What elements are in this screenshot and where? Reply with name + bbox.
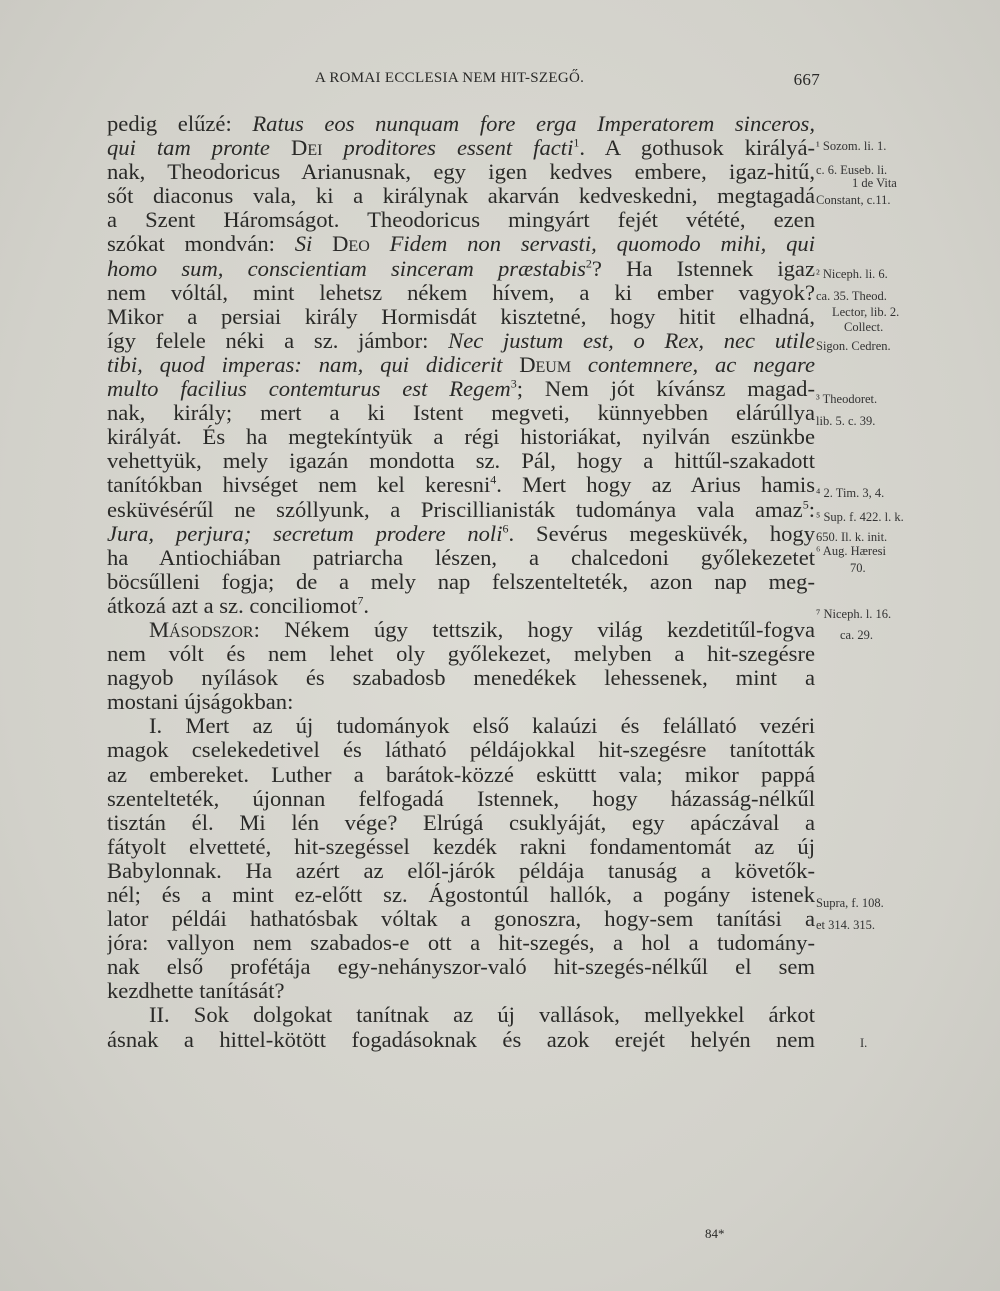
text-line — [107, 666, 815, 690]
margin-note: Supra, f. 108. — [816, 895, 884, 910]
text-run: Nec justum est, o Rex, nec utile — [448, 328, 815, 353]
margin-note: ca. 29. — [840, 628, 873, 643]
margin-note: Sigon. Cedren. — [816, 339, 891, 354]
text-line — [107, 401, 815, 425]
text-run: Fidem non servasti, quomodo mihi, qui — [369, 232, 815, 257]
text-run: királyát. És ha megtekíntyük a régi historiákat, nyilván eszünkbe — [107, 425, 815, 450]
text-run: ásnak a hittel-kötött fogadásoknak és azok erejét helyén nem — [107, 1027, 815, 1052]
footnote-ref: 7 — [357, 593, 364, 608]
text-run: lator példái hathatósbak vóltak a gonoszra, hogy-sem tanítási a — [107, 907, 815, 932]
text-line — [107, 955, 815, 979]
text-line — [107, 329, 815, 353]
text-line — [107, 257, 815, 281]
text-line — [107, 690, 815, 714]
text-run: tisztán él. Mi lén vége? Elrúgá csuklyáját, egy apáczával a — [107, 810, 815, 835]
text-run: Deum — [519, 352, 572, 377]
margin-note: 650. Il. k. init. — [816, 529, 888, 544]
text-run: Mikor a persiai király Hormisdát kisztetné, hogy hitit elhadná, — [107, 304, 815, 329]
footnote-ref: 2 — [585, 256, 592, 271]
text-run: Ratus eos nunquam fore erga Imperatorem sinceros, — [252, 112, 815, 136]
text-line — [107, 979, 815, 1003]
running-title: A ROMAI ECCLESIA NEM HIT-SZEGŐ. — [315, 70, 585, 86]
margin-note: ⁷ Niceph. l. 16. — [816, 606, 892, 621]
text-line — [107, 907, 815, 931]
footnote-ref: 5 — [802, 497, 809, 511]
text-run: szókat mondván: — [107, 232, 295, 257]
text-line — [107, 184, 815, 208]
text-line — [107, 859, 815, 883]
margin-note: Collect. — [844, 319, 884, 334]
text-run: fátyolt elvetteté, hit-szegéssel kezdék rakni fondamentomát az új — [107, 834, 815, 859]
text-line — [107, 112, 815, 136]
text-line — [107, 353, 815, 377]
text-line — [107, 1028, 815, 1052]
page-number: 667 — [793, 70, 820, 89]
margin-note: ³ Theodoret. — [816, 392, 878, 407]
text-line — [107, 787, 815, 811]
text-run: : — [808, 497, 815, 522]
margin-note: Constant, c.11. — [816, 193, 891, 208]
text-run: nagyob nyílások és szabadosb menedékek lehessenek, mint a — [107, 666, 815, 691]
margin-note: 70. — [850, 560, 866, 575]
text-line — [107, 473, 815, 497]
text-run: sőt diaconus vala, ki a királynak akarván kedveskedni, megtagadá — [107, 184, 815, 209]
text-line — [107, 642, 815, 666]
text-run: homo sum, conscientiam sinceram præstabis — [107, 256, 586, 281]
text-run: nem vólt és nem lehet oly győlekezet, melyben a hit-szegésre — [107, 642, 815, 667]
text-run: nak első profétája egy-nehányszor-való hit-szegés-nélkűl el sem — [107, 955, 815, 980]
footnote-ref: 6 — [502, 521, 509, 536]
text-run: proditores essent facti — [322, 136, 574, 161]
text-run: ; Nem jót kívánsz magad- — [516, 377, 815, 402]
margin-note: ⁴ 2. Tim. 3, 4. — [816, 486, 885, 501]
text-line — [107, 763, 815, 787]
text-line — [107, 570, 815, 594]
text-run: Dei — [291, 136, 323, 161]
text-run: ha Antiochiában patriarcha lészen, a chalcedoni győlekezetet — [107, 545, 815, 570]
text-run: esküvésérűl ne szóllyunk, a Priscillianisták tudománya vala amaz — [107, 497, 803, 522]
text-run: multo facilius contemturus est Regem — [107, 377, 511, 402]
text-run: . Mert hogy az Arius hamis — [496, 473, 815, 498]
margin-note: c. 6. Euseb. li. — [816, 163, 888, 178]
text-line — [107, 449, 815, 473]
margin-note: Lector, lib. 2. — [832, 305, 900, 320]
text-run: . — [363, 593, 369, 618]
text-line — [107, 232, 815, 256]
text-line — [107, 931, 815, 955]
text-line — [107, 835, 815, 859]
text-run: qui tam pronte — [107, 136, 291, 161]
text-line — [107, 883, 815, 907]
text-run: a Szent Háromságot. Theodoricus mingyárt fejét vétété, ezen — [107, 208, 815, 233]
text-run: jóra: vallyon nem szabados-e ott a hit-szegés, a hol a tudomány- — [107, 931, 815, 956]
text-run: Si — [294, 232, 333, 257]
text-run: böcsűlleni fogja; de a mely nap felszentelteték, azon nap meg- — [107, 569, 815, 594]
text-run: nak, Theodoricus Arianusnak, egy igen kedves embere, igaz-hitű, — [107, 160, 815, 185]
text-line — [107, 618, 815, 642]
text-line — [107, 522, 815, 546]
text-run: . Sevérus megesküvék, hogy — [508, 521, 815, 546]
text-run: kezdhette tanítását? — [107, 979, 285, 1004]
margin-note: ⁵ Sup. f. 422. l. k. — [816, 510, 904, 525]
text-run: így felele néki a sz. jámbor: — [107, 328, 449, 353]
footnote-ref: 1 — [573, 136, 580, 150]
text-run: II. Sok dolgokat tanítnak az új vallások, mellyekkel árkot — [149, 1003, 815, 1028]
text-run: tanítókban hivséget nem kel keresni — [107, 473, 491, 498]
printer-signature: 84* — [705, 1226, 725, 1241]
text-run: Babylonnak. Ha azért az elől-járók példája tanuság a követők- — [107, 858, 815, 883]
text-run: magok cselekedetivel és látható példájokkal hit-szegésre tanították — [107, 738, 815, 763]
margin-note: 1 de Vita — [852, 176, 897, 191]
text-line — [107, 738, 815, 762]
text-line — [107, 1003, 815, 1027]
text-line — [107, 136, 815, 160]
text-run: contemnere, ac negare — [571, 352, 815, 377]
text-run: I. Mert az új tudományok első kalaúzi és felállató vezéri — [149, 714, 815, 739]
margin-note: ca. 35. Theod. — [816, 288, 887, 303]
body-text — [107, 112, 815, 1052]
margin-note: ¹ Sozom. li. 1. — [816, 139, 887, 154]
margin-note: et 314. 315. — [816, 917, 876, 932]
text-line — [107, 208, 815, 232]
text-run: az embereket. Luther a barátok-közzé esküttt vala; mikor pappá — [107, 762, 815, 787]
margin-note: lib. 5. c. 39. — [816, 413, 876, 428]
margin-note: ² Niceph. li. 6. — [816, 266, 888, 281]
text-line — [107, 811, 815, 835]
text-run: pedig elűzé: — [107, 112, 253, 136]
text-line — [107, 281, 815, 305]
text-run: ? Ha Istennek igaz — [591, 256, 815, 281]
text-run: Másodszor — [149, 617, 254, 642]
text-run: szentelteték, újonnan felfogadá Istennek, hogy házasság-nélkűl — [107, 786, 815, 811]
text-run: tibi, quod imperas: nam, qui didicerit — [107, 352, 520, 377]
text-run: nem vóltál, mint lehetsz nékem hívem, a ki ember vagyok? — [107, 280, 815, 305]
footnote-ref: 3 — [510, 377, 517, 391]
text-run: Deo — [332, 232, 370, 257]
text-run: : Nékem úgy tettszik, hogy világ kezdetitűl-fogva — [253, 617, 815, 642]
text-run: nél; és a mint ez-előtt sz. Ágostontúl hallók, a pogány istenek — [107, 883, 815, 907]
margin-note: ⁶ Aug. Hæresi — [816, 543, 886, 558]
text-line — [107, 546, 815, 570]
footnote-ref: 4 — [490, 473, 497, 487]
margin-note: I. — [860, 1035, 868, 1050]
text-line — [107, 160, 815, 184]
text-line — [107, 498, 815, 522]
text-run: vehettyük, mely igazán mondotta sz. Pál, hogy a hittűl-szakadott — [107, 449, 815, 474]
text-line — [107, 305, 815, 329]
text-line — [107, 377, 815, 401]
text-run: átkozá azt a sz. conciliomot — [107, 593, 358, 618]
text-run: Jura, perjura; secretum prodere noli — [107, 521, 503, 546]
text-run: nak, király; mert a ki Istent megveti, künnyebben elárúllya — [107, 401, 815, 426]
text-line — [107, 714, 815, 738]
text-line — [107, 425, 815, 449]
text-run: . A gothusok királyá- — [579, 136, 815, 161]
text-line — [107, 594, 815, 618]
text-run: mostani újságokban: — [107, 690, 294, 715]
